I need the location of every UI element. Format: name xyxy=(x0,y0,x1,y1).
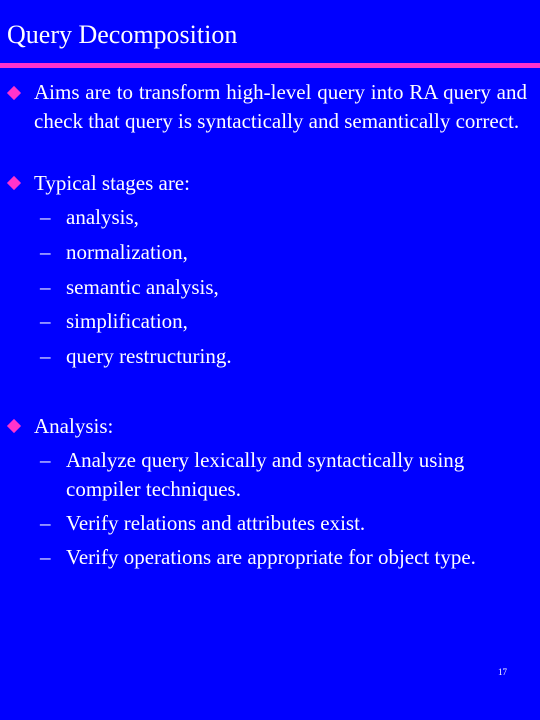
sub-item-semantic-analysis: semantic analysis, xyxy=(66,275,219,299)
sub-item-analysis: analysis, xyxy=(66,205,139,229)
page-number: 17 xyxy=(498,667,507,677)
title-underline xyxy=(0,63,540,68)
sub-item-verify-operations: Verify operations are appropriate for object type. xyxy=(66,545,476,569)
dash-icon: – xyxy=(40,240,51,264)
dash-icon: – xyxy=(40,205,51,229)
dash-icon: – xyxy=(40,448,51,472)
dash-icon: – xyxy=(40,344,51,368)
dash-icon: – xyxy=(40,309,51,333)
sub-item-normalization: normalization, xyxy=(66,240,188,264)
sub-item-analyze-query: Analyze query lexically and syntactically using compiler techniques. xyxy=(66,448,465,501)
diamond-bullet-icon xyxy=(7,86,21,100)
dash-icon: – xyxy=(40,511,51,535)
dash-icon: – xyxy=(40,275,51,299)
diamond-bullet-icon xyxy=(7,419,21,433)
dash-icon: – xyxy=(40,545,51,569)
bullet-analysis: Analysis: xyxy=(34,414,114,438)
bullet-typical-stages: Typical stages are: xyxy=(34,171,190,195)
diamond-bullet-icon xyxy=(7,176,21,190)
sub-item-verify-relations: Verify relations and attributes exist. xyxy=(66,511,366,535)
bullet-aims: Aims are to transform high-level query into RA query and check that query is syntactically and semantically correct. xyxy=(34,80,527,133)
slide-title: Query Decomposition xyxy=(7,20,238,49)
sub-item-query-restructuring: query restructuring. xyxy=(66,344,232,368)
sub-item-simplification: simplification, xyxy=(66,309,188,333)
